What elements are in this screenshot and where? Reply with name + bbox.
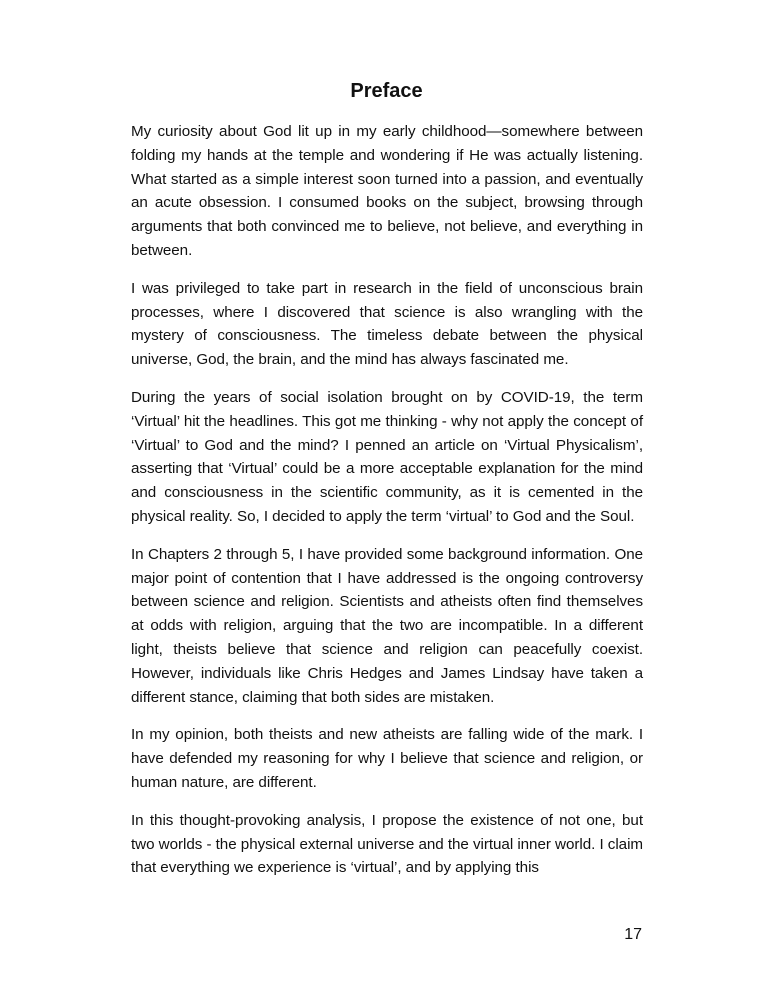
paragraph: I was privileged to take part in research in the field of unconscious brain processes, where I discovered that science is also wrangling with the mystery of consciousness. The timeless debate between the physical universe, God, the brain, and the mind has always fascinated me. xyxy=(131,279,643,369)
paragraph: In this thought-provoking analysis, I propose the existence of not one, but two worlds - the physical external universe and the virtual inner world. I claim that everything we experience is ‘virtual’, and by applying this xyxy=(131,811,643,877)
page-number: 17 xyxy=(624,926,642,943)
body-text xyxy=(131,120,643,894)
page-title: Preface xyxy=(350,80,423,102)
paragraph: During the years of social isolation brought on by COVID-19, the term ‘Virtual’ hit the headlines. This got me thinking - why not apply the concept of ‘Virtual’ to God and the mind? I penned an article on ‘Virtual Physicalism’, asserting that ‘Virtual’ could be a more acceptable explanation for the mind and consciousness in the scientific community, as it is cemented in the physical reality. So, I decided to apply the term ‘virtual’ to God and the Soul. xyxy=(131,388,643,525)
paragraph: In Chapters 2 through 5, I have provided some background information. One major point of contention that I have addressed is the ongoing controversy between science and religion. Scientists and atheists often find themselves at odds with religion, arguing that the two are incompatible. In a different light, theists believe that science and religion can peacefully coexist. However, individuals like Chris Hedges and James Lindsay have taken a different stance, claiming that both sides are mistaken. xyxy=(131,545,643,706)
paragraph: My curiosity about God lit up in my early childhood—somewhere between folding my hands at the temple and wondering if He was actually listening. What started as a simple interest soon turned into a passion, and eventually an acute obsession. I consumed books on the subject, browsing through arguments that both convinced me to believe, not believe, and everything in between. xyxy=(131,123,643,259)
paragraph: In my opinion, both theists and new atheists are falling wide of the mark. I have defended my reasoning for why I believe that science and religion, or human nature, are different. xyxy=(131,726,643,791)
